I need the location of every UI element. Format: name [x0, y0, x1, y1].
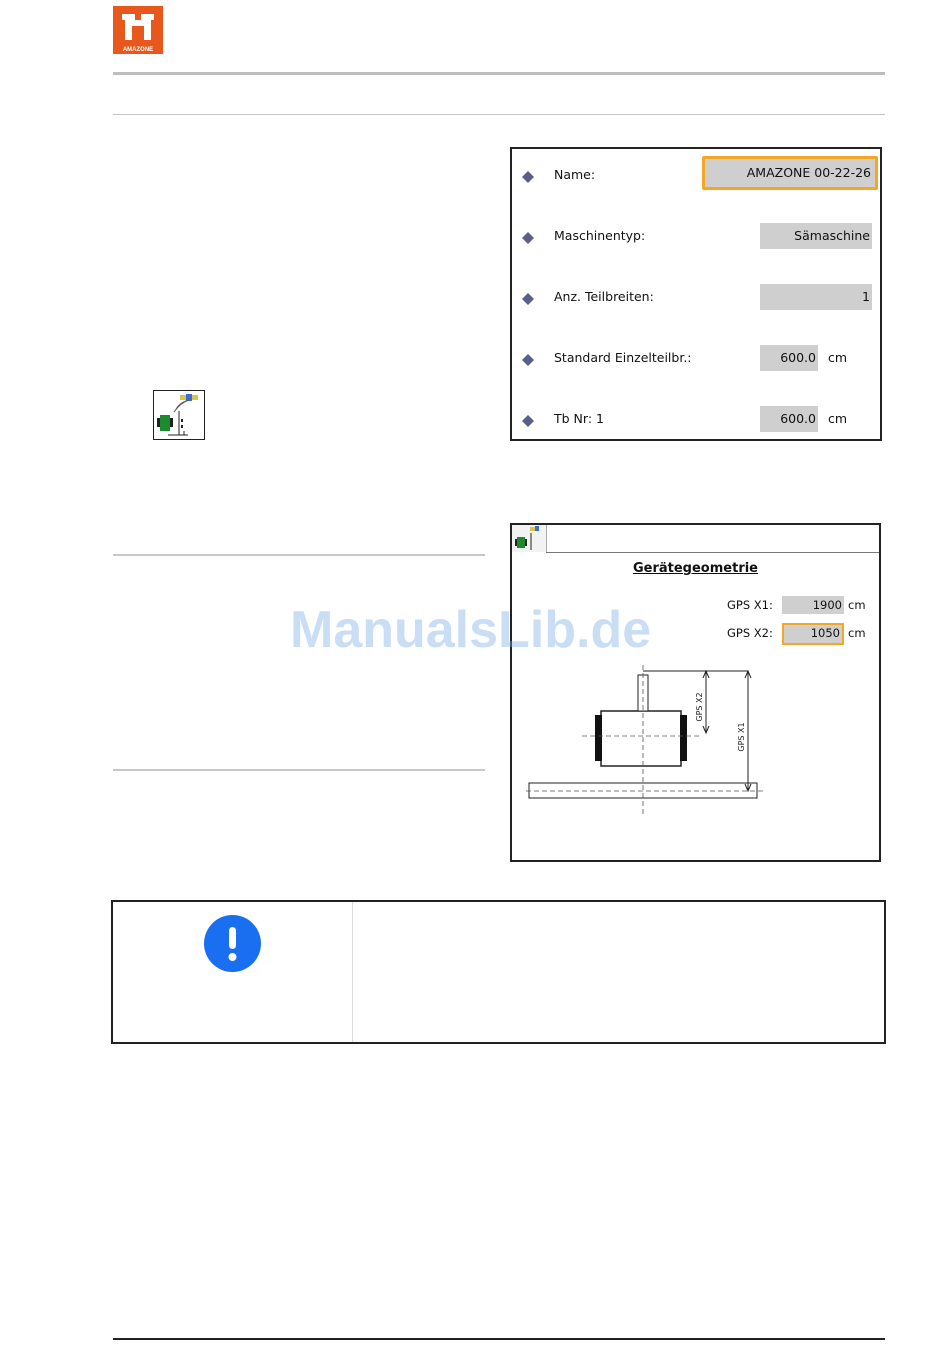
- row-standard-width[interactable]: [512, 345, 880, 375]
- watermark: ManualsLib.de: [290, 601, 652, 659]
- diamond-bullet-icon: [522, 232, 534, 244]
- amazone-logo: [113, 6, 163, 54]
- tractor-left-wheel: [595, 715, 602, 761]
- row-label: Anz. Teilbreiten:: [554, 289, 654, 304]
- row-section-1[interactable]: [512, 406, 880, 436]
- gps-x1-label: GPS X1:: [727, 598, 773, 612]
- geometry-title: Gerätegeometrie: [632, 561, 759, 576]
- unit-label: cm: [828, 350, 848, 365]
- section-1-width-field[interactable]: 600.0: [760, 406, 818, 432]
- gps-x2-unit: cm: [848, 626, 866, 640]
- logo-text: AMAZONE: [122, 47, 154, 53]
- note-divider: [352, 902, 353, 1042]
- diamond-bullet-icon: [522, 171, 534, 183]
- row-label: Tb Nr: 1: [554, 411, 604, 426]
- header-rule: [113, 72, 885, 75]
- section-rule: [113, 769, 485, 771]
- gps-x1-dim-label: GPS X1: [737, 722, 746, 752]
- gps-x1-field[interactable]: 1900: [782, 596, 844, 614]
- gps-x2-label: GPS X2:: [727, 626, 773, 640]
- machine-geometry-icon[interactable]: [153, 390, 205, 440]
- geometry-diagram: [512, 525, 879, 860]
- gps-x2-dim-label: GPS X2: [695, 692, 704, 722]
- gps-x2-input[interactable]: 1050: [782, 623, 844, 645]
- row-name[interactable]: [512, 162, 880, 192]
- geometry-screen: [510, 523, 881, 862]
- header-subrule: [113, 114, 885, 115]
- row-label: Maschinentyp:: [554, 228, 646, 243]
- gps-x1-unit: cm: [848, 598, 866, 612]
- standard-width-field[interactable]: 600.0: [760, 345, 818, 371]
- unit-label: cm: [828, 411, 848, 426]
- tractor-body: [601, 711, 681, 766]
- row-machine-type[interactable]: [512, 223, 880, 253]
- diamond-bullet-icon: [522, 293, 534, 305]
- row-label: Name:: [554, 167, 596, 182]
- name-input[interactable]: AMAZONE 00-22-26: [702, 156, 878, 190]
- exclamation-icon: [204, 915, 261, 972]
- diamond-bullet-icon: [522, 354, 534, 366]
- section-rule: [113, 554, 485, 556]
- machine-type-field[interactable]: Sämaschine: [760, 223, 872, 249]
- tractor-right-wheel: [680, 715, 687, 761]
- section-count-field[interactable]: 1: [760, 284, 872, 310]
- diamond-bullet-icon: [522, 415, 534, 427]
- row-label: Standard Einzelteilbr.:: [554, 350, 692, 365]
- machine-settings-screen: [510, 147, 882, 441]
- footer-rule: [113, 1338, 885, 1340]
- row-section-count[interactable]: [512, 284, 880, 314]
